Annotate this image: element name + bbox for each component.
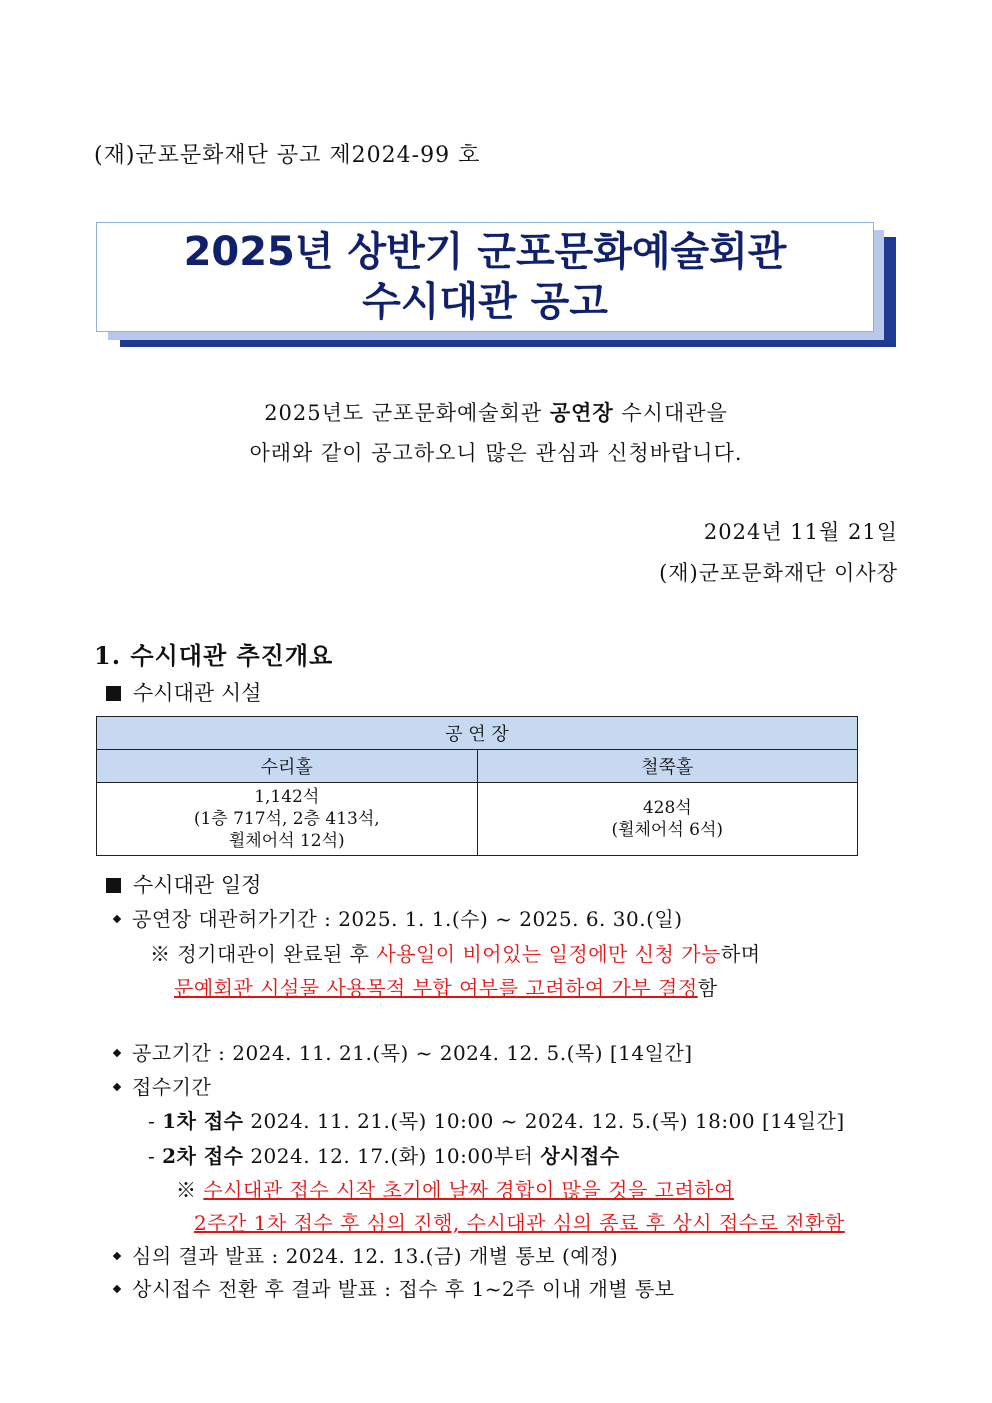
announcement-date: 2024년 11월 21일 bbox=[703, 520, 898, 544]
table-col-suri: 수리홀 bbox=[97, 750, 478, 783]
diamond-bullet-icon bbox=[113, 1049, 121, 1057]
title-box bbox=[96, 222, 874, 332]
notice-period-line bbox=[114, 1037, 693, 1066]
reference-mark: ※ bbox=[176, 1178, 204, 1202]
title-line1: 2025년 상반기 군포문화예술회관 bbox=[183, 229, 787, 275]
dash-marker: - bbox=[148, 1109, 163, 1133]
result-line bbox=[114, 1240, 618, 1269]
result2-text: 상시접수 전환 후 결과 발표 : 접수 후 1~2주 이내 개별 통보 bbox=[132, 1277, 675, 1301]
note4-red: 2주간 1차 접수 후 심의 진행, 수시대관 심의 종료 후 상시 접수로 전환함 bbox=[194, 1211, 845, 1235]
dash-marker: - bbox=[148, 1144, 163, 1168]
diamond-bullet-icon bbox=[113, 1083, 121, 1091]
diamond-bullet-icon bbox=[113, 1252, 121, 1260]
title-line2: 수시대관 공고 bbox=[362, 279, 608, 325]
intro-line1-pre: 2025년도 군포문화예술회관 bbox=[264, 401, 550, 425]
note3-red: 수시대관 접수 시작 초기에 날짜 경합이 많을 것을 고려하여 bbox=[203, 1178, 734, 1202]
note1-line bbox=[150, 938, 761, 967]
schedule-heading-text: 수시대관 일정 bbox=[133, 873, 262, 897]
intro-line1 bbox=[0, 397, 992, 427]
table-header: 공 연 장 bbox=[97, 717, 858, 750]
note1-pre: ※ 정기대관이 완료된 후 bbox=[150, 942, 377, 966]
round2-bold: 2차 접수 bbox=[162, 1144, 244, 1168]
square-bullet-icon bbox=[106, 878, 121, 893]
result-text: 심의 결과 발표 : 2024. 12. 13.(금) 개별 통보 (예정) bbox=[132, 1244, 619, 1268]
round2-bold2: 상시접수 bbox=[540, 1144, 620, 1168]
signer: (재)군포문화재단 이사장 bbox=[659, 561, 898, 585]
note2-post: 함 bbox=[697, 976, 718, 1000]
schedule-heading bbox=[106, 869, 261, 899]
notice-period-text: 공고기간 : 2024. 11. 21.(목) ~ 2024. 12. 5.(목) [14일간] bbox=[132, 1041, 693, 1065]
facility-table bbox=[96, 716, 858, 856]
diamond-bullet-icon bbox=[113, 1285, 121, 1293]
round1-bold: 1차 접수 bbox=[162, 1109, 244, 1133]
note2-line bbox=[174, 972, 718, 1001]
table-col-cheoljjuk: 철쭉홀 bbox=[477, 750, 858, 783]
round1-text: 2024. 11. 21.(목) 10:00 ~ 2024. 12. 5.(목) 18:00 [14일간] bbox=[243, 1109, 845, 1133]
intro-line1-bold: 공연장 bbox=[549, 400, 614, 425]
round1-line bbox=[148, 1105, 845, 1134]
cheoljjuk-seats-detail: (휠체어석 6석) bbox=[611, 820, 724, 840]
note1-post: 하며 bbox=[720, 942, 761, 966]
reception-text: 접수기간 bbox=[132, 1075, 212, 1099]
note3-line bbox=[176, 1174, 734, 1203]
period-text: 공연장 대관허가기간 : 2025. 1. 1.(수) ~ 2025. 6. 30.(일) bbox=[132, 907, 683, 931]
result2-line bbox=[114, 1273, 675, 1302]
reception-line bbox=[114, 1071, 211, 1100]
note4-line bbox=[194, 1207, 845, 1236]
note2-red: 문예회관 시설물 사용목적 부합 여부를 고려하여 가부 결정 bbox=[174, 976, 698, 1000]
facility-heading bbox=[106, 677, 261, 707]
diamond-bullet-icon bbox=[113, 915, 121, 923]
note1-red: 사용일이 비어있는 일정에만 신청 가능 bbox=[376, 942, 721, 966]
table-cell-suri bbox=[97, 783, 478, 856]
intro-line1-post: 수시대관을 bbox=[613, 401, 728, 425]
suri-seats-detail2: 휠체어석 12석) bbox=[228, 831, 345, 851]
round2-text: 2024. 12. 17.(화) 10:00부터 bbox=[243, 1144, 541, 1168]
table-cell-cheoljjuk bbox=[477, 783, 858, 856]
suri-seats: 1,142석 bbox=[254, 787, 320, 807]
period-line bbox=[114, 903, 683, 932]
notice-number: (재)군포문화재단 공고 제2024-99 호 bbox=[94, 143, 481, 168]
suri-seats-detail1: (1층 717석, 2층 413석, bbox=[193, 809, 380, 829]
section-title: 1. 수시대관 추진개요 bbox=[94, 641, 334, 670]
facility-heading-text: 수시대관 시설 bbox=[133, 681, 262, 705]
round2-line bbox=[148, 1140, 620, 1169]
intro-line2: 아래와 같이 공고하오니 많은 관심과 신청바랍니다. bbox=[249, 441, 743, 465]
cheoljjuk-seats: 428석 bbox=[642, 798, 692, 818]
square-bullet-icon bbox=[106, 686, 121, 701]
